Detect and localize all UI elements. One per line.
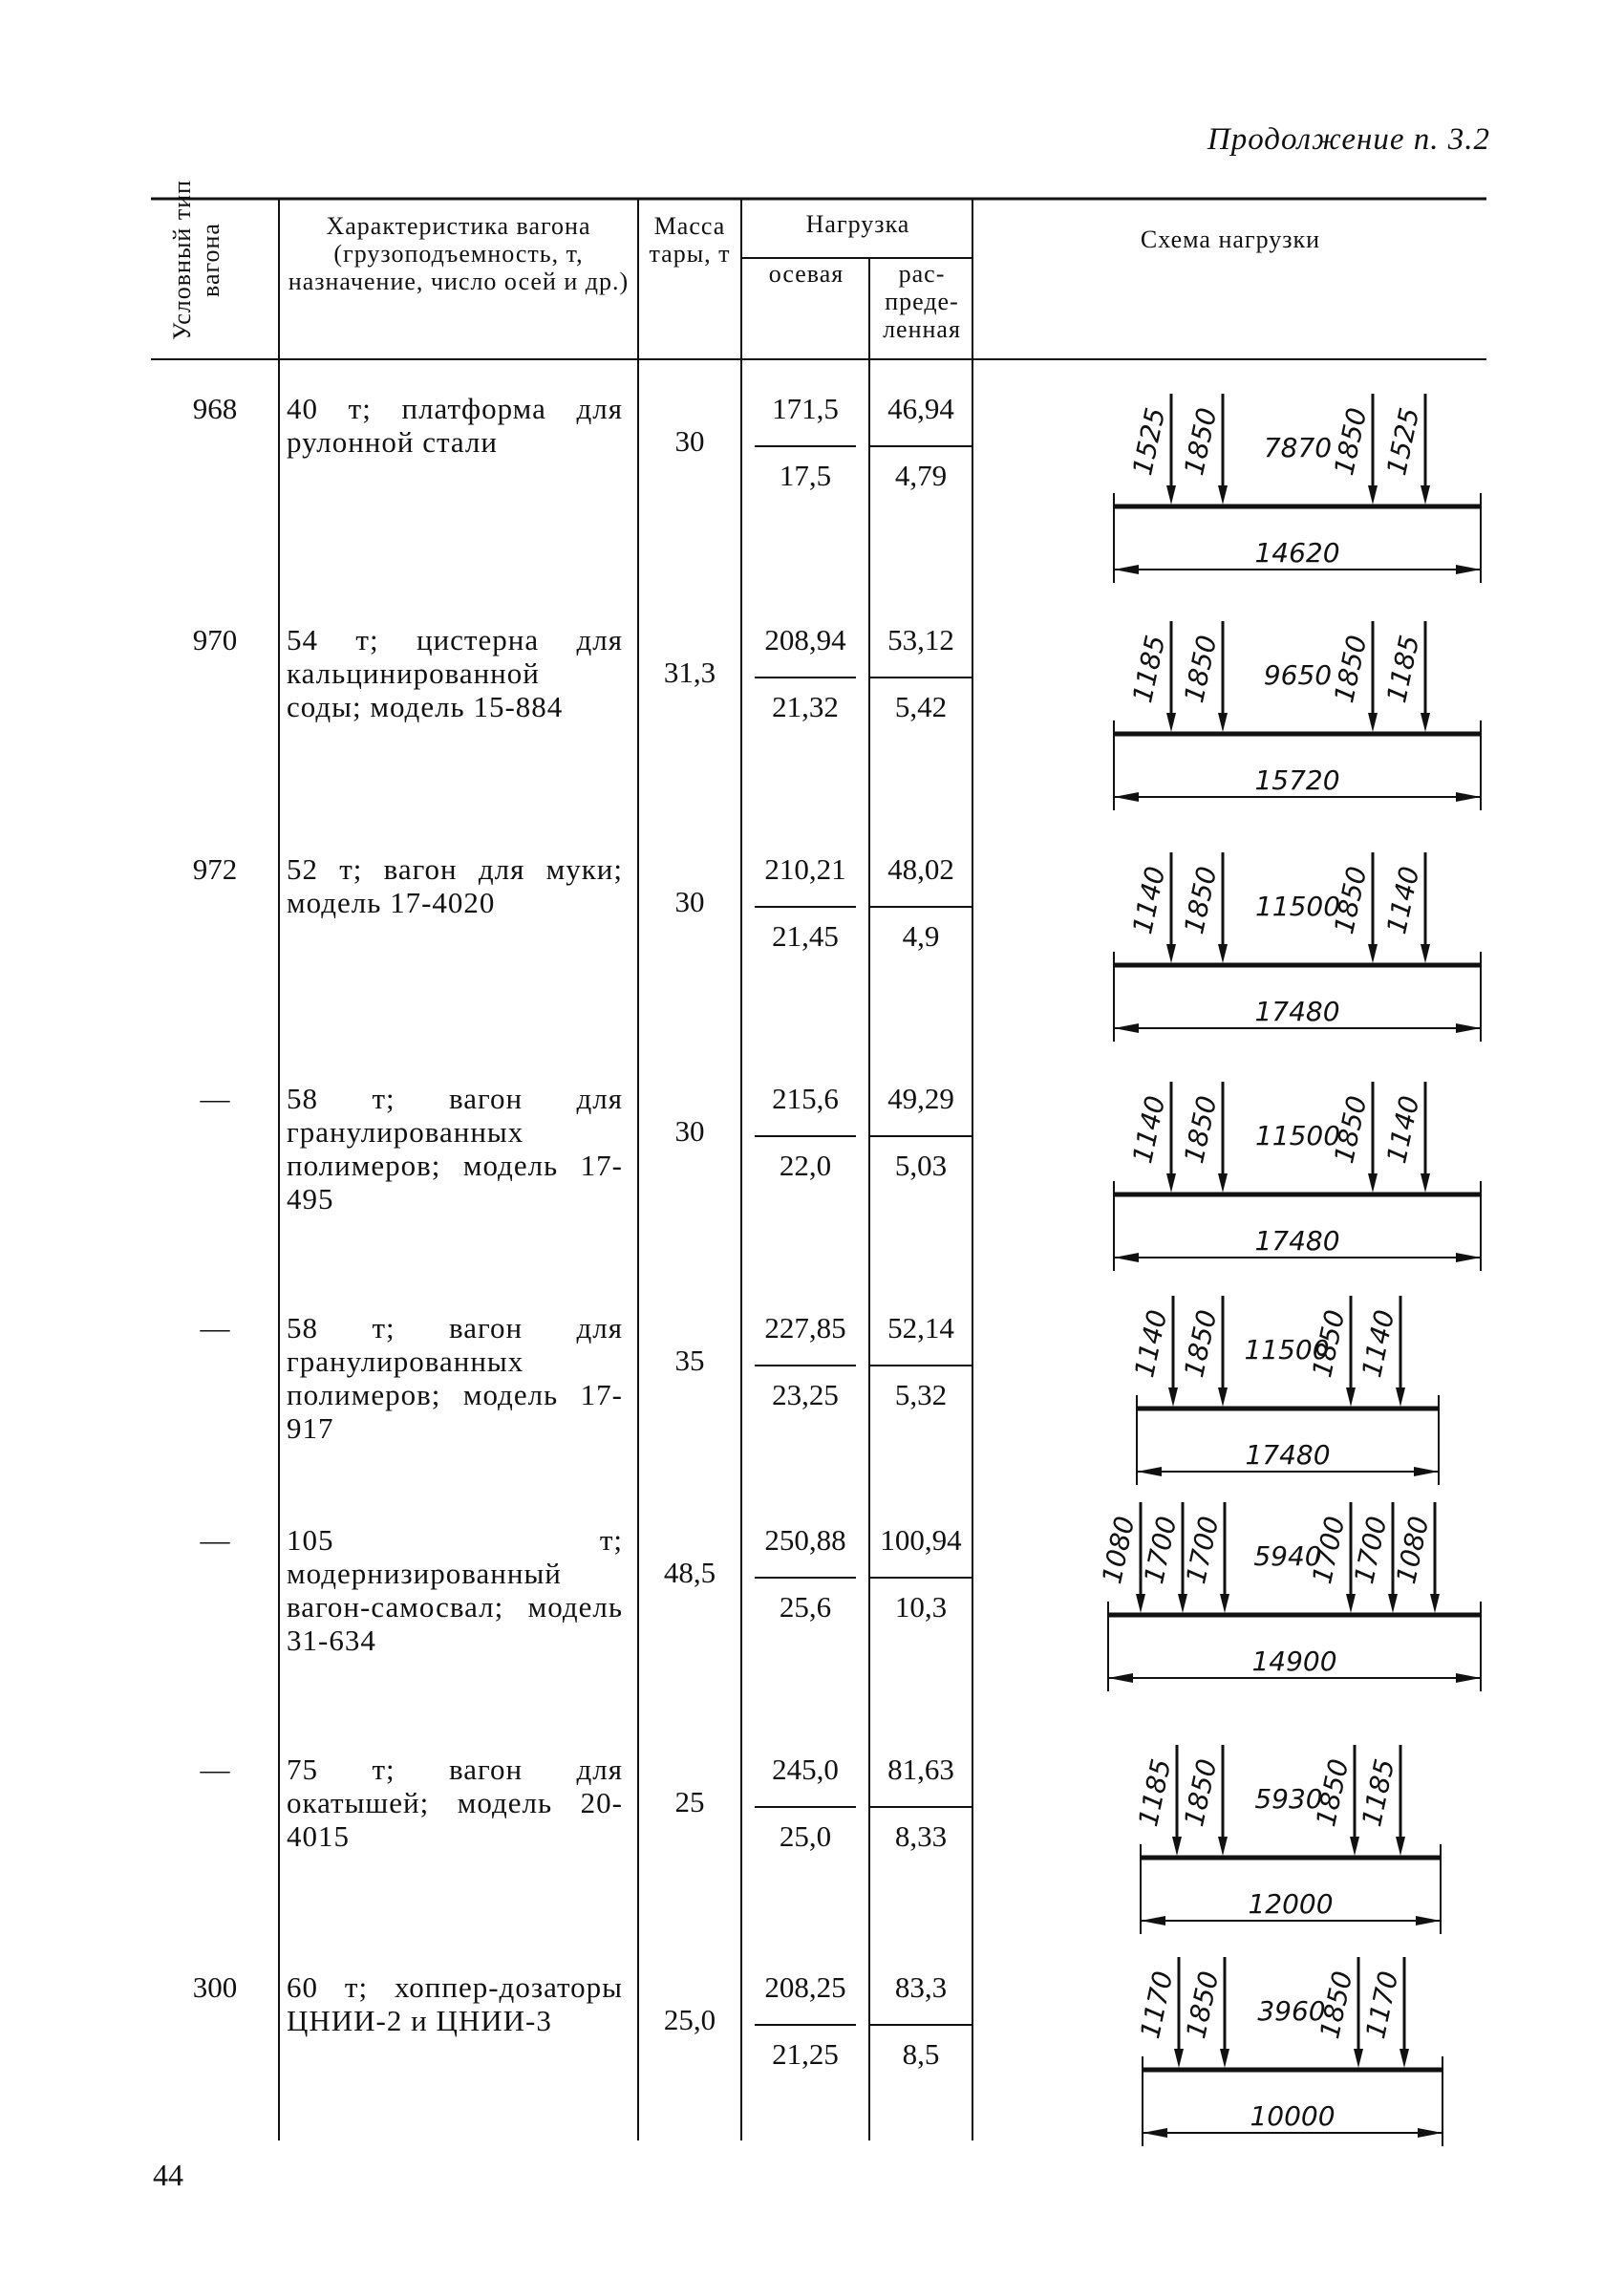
header-characteristic-column: Характеристика вагона (грузоподъемность, т, назначение, число осей и др.)	[288, 212, 630, 295]
left-spacing-label: 1185	[1126, 632, 1172, 706]
row-type: 970	[192, 623, 238, 656]
row-axial-load-bottom: 21,32	[772, 690, 839, 723]
header-mass-column: Масса тары, т	[649, 212, 731, 268]
row-axial-load-bottom: 21,45	[772, 919, 839, 953]
left-spacing-label: 1850	[1178, 863, 1224, 937]
middle-spacing-label: 7870	[1263, 432, 1333, 463]
row-distributed-load-bottom: 4,9	[902, 919, 940, 953]
row-tare-mass: 25	[674, 1785, 705, 1818]
middle-spacing-label: 11500	[1244, 1334, 1330, 1366]
total-length-label: 14900	[1251, 1645, 1337, 1677]
row-axial-load-bottom: 23,25	[772, 1378, 839, 1411]
row-distributed-load-bottom: 5,32	[894, 1378, 948, 1411]
total-length-label: 10000	[1250, 2100, 1336, 2132]
row-axial-load-top: 210,21	[764, 852, 846, 886]
right-spacing-label: 1170	[1359, 1968, 1405, 2042]
row-characteristic: 75 т; вагон для окатышей; модель 20-4015	[287, 1753, 623, 1853]
left-spacing-label: 1700	[1138, 1513, 1184, 1587]
row-type: —	[200, 1082, 230, 1115]
row-axial-load-top: 245,0	[772, 1753, 839, 1786]
dimension-arrow	[1143, 2128, 1167, 2138]
left-spacing-label: 1850	[1178, 404, 1224, 479]
row-distributed-load-bottom: 8,5	[902, 2037, 940, 2071]
left-spacing-label: 1850	[1178, 1755, 1224, 1830]
right-spacing-label: 1140	[1356, 1306, 1401, 1381]
right-spacing-label: 1700	[1348, 1513, 1394, 1587]
row-axial-load-bottom: 25,0	[779, 1819, 832, 1853]
row-axial-load-top: 215,6	[772, 1082, 839, 1115]
row-distributed-load-top: 81,63	[887, 1753, 954, 1786]
row-distributed-load-top: 83,3	[894, 1970, 948, 2004]
row-distributed-load-bottom: 5,42	[894, 690, 948, 723]
total-length-label: 14620	[1254, 537, 1340, 569]
row-axial-load-top: 208,25	[764, 1970, 846, 2004]
middle-spacing-label: 3960	[1257, 1995, 1326, 2027]
row-distributed-load-top: 48,02	[887, 852, 954, 886]
total-length-label: 17480	[1254, 996, 1340, 1027]
row-type: 972	[192, 852, 238, 886]
row-axial-load-top: 171,5	[772, 392, 839, 425]
row-tare-mass: 25,0	[663, 2003, 716, 2036]
page-number: 44	[153, 2158, 183, 2192]
left-spacing-label: 1140	[1126, 863, 1172, 937]
right-spacing-label: 1185	[1380, 632, 1426, 706]
row-tare-mass: 30	[674, 1114, 705, 1148]
row-characteristic: 105 т; модернизированный вагон-самосвал; модель 31-634	[287, 1523, 623, 1657]
header-load-column: Нагрузка	[805, 210, 910, 238]
total-length-label: 15720	[1254, 764, 1340, 796]
middle-spacing-label: 9650	[1263, 659, 1333, 691]
left-spacing-label: 1850	[1178, 1092, 1224, 1167]
right-spacing-label: 1850	[1328, 863, 1374, 937]
row-distributed-load-bottom: 8,33	[894, 1819, 948, 1853]
row-characteristic: 40 т; платформа для рулонной стали	[287, 392, 623, 459]
row-tare-mass: 30	[674, 424, 705, 458]
row-axial-load-bottom: 22,0	[779, 1149, 832, 1182]
row-type: 968	[192, 392, 238, 425]
total-length-label: 17480	[1254, 1225, 1340, 1257]
row-axial-load-top: 208,94	[764, 623, 846, 656]
header-scheme-column: Схема нагрузки	[1140, 226, 1321, 253]
right-spacing-label: 1140	[1380, 1092, 1426, 1167]
left-spacing-label: 1525	[1126, 404, 1172, 479]
left-spacing-label: 1850	[1178, 632, 1224, 706]
row-axial-load-top: 227,85	[764, 1311, 846, 1344]
row-axial-load-bottom: 17,5	[779, 459, 832, 492]
row-distributed-load-bottom: 10,3	[894, 1590, 948, 1624]
row-tare-mass: 31,3	[663, 656, 716, 689]
row-characteristic: 52 т; вагон для муки; модель 17-4020	[287, 852, 623, 919]
row-characteristic: 54 т; цистерна для кальцинированной соды; модель 15-884	[287, 623, 623, 723]
row-distributed-load-top: 52,14	[887, 1311, 954, 1344]
row-distributed-load-top: 53,12	[887, 623, 954, 656]
middle-spacing-label: 5930	[1254, 1783, 1323, 1815]
axle-arrow-head	[1174, 2049, 1184, 2068]
row-distributed-load-bottom: 5,03	[894, 1149, 948, 1182]
right-spacing-label: 1080	[1390, 1513, 1436, 1587]
middle-spacing-label: 11500	[1254, 1120, 1341, 1151]
continuation-label: Продолжение п. 3.2	[1207, 122, 1490, 157]
right-spacing-label: 1850	[1328, 1092, 1374, 1167]
right-spacing-label: 1700	[1306, 1513, 1352, 1587]
left-spacing-label: 1140	[1126, 1092, 1172, 1167]
header-distributed-column: рас-преде-ленная	[883, 260, 961, 343]
axle-arrow-head	[1220, 2049, 1229, 2068]
axle-arrow-head	[1400, 2049, 1409, 2068]
row-characteristic: 58 т; вагон для гранулированных полимеров; модель 17-495	[287, 1082, 623, 1215]
right-spacing-label: 1140	[1380, 863, 1426, 937]
right-spacing-label: 1850	[1314, 1968, 1359, 2042]
left-spacing-label: 1700	[1180, 1513, 1226, 1587]
left-spacing-label: 1080	[1096, 1513, 1142, 1587]
left-spacing-label: 1170	[1134, 1968, 1180, 2042]
axle-arrow-head	[1354, 2049, 1363, 2068]
right-spacing-label: 1850	[1310, 1755, 1356, 1830]
total-length-label: 12000	[1248, 1888, 1334, 1920]
left-spacing-label: 1185	[1132, 1755, 1178, 1830]
header-type-column: Условный тип вагона	[168, 179, 224, 341]
row-tare-mass: 35	[674, 1344, 705, 1377]
row-distributed-load-bottom: 4,79	[894, 459, 948, 492]
row-axial-load-bottom: 25,6	[779, 1590, 832, 1624]
left-spacing-label: 1850	[1178, 1306, 1224, 1381]
middle-spacing-label: 11500	[1254, 891, 1341, 922]
row-type: —	[200, 1523, 230, 1557]
right-spacing-label: 1525	[1380, 404, 1426, 479]
row-distributed-load-top: 49,29	[887, 1082, 954, 1115]
row-distributed-load-top: 100,94	[880, 1523, 962, 1557]
right-spacing-label: 1185	[1356, 1755, 1401, 1830]
row-distributed-load-top: 46,94	[887, 392, 954, 425]
row-axial-load-bottom: 21,25	[772, 2037, 839, 2071]
left-spacing-label: 1850	[1180, 1968, 1226, 2042]
row-type: —	[200, 1753, 230, 1786]
row-axial-load-top: 250,88	[764, 1523, 846, 1557]
dimension-arrow	[1418, 2128, 1442, 2138]
row-characteristic: 58 т; вагон для гранулированных полимеров; модель 17-917	[287, 1311, 623, 1445]
right-spacing-label: 1850	[1328, 632, 1374, 706]
header-axial-column: осевая	[768, 260, 844, 288]
row-type: 300	[192, 1970, 238, 2004]
row-type: —	[200, 1311, 230, 1344]
right-spacing-label: 1850	[1328, 404, 1374, 479]
left-spacing-label: 1140	[1128, 1306, 1174, 1381]
middle-spacing-label: 5940	[1253, 1540, 1322, 1572]
row-tare-mass: 30	[674, 885, 705, 918]
total-length-label: 17480	[1245, 1439, 1331, 1471]
right-spacing-label: 1850	[1306, 1306, 1352, 1381]
row-tare-mass: 48,5	[663, 1556, 716, 1589]
row-characteristic: 60 т; хоппер-дозаторы ЦНИИ-2 и ЦНИИ-3	[287, 1970, 623, 2037]
